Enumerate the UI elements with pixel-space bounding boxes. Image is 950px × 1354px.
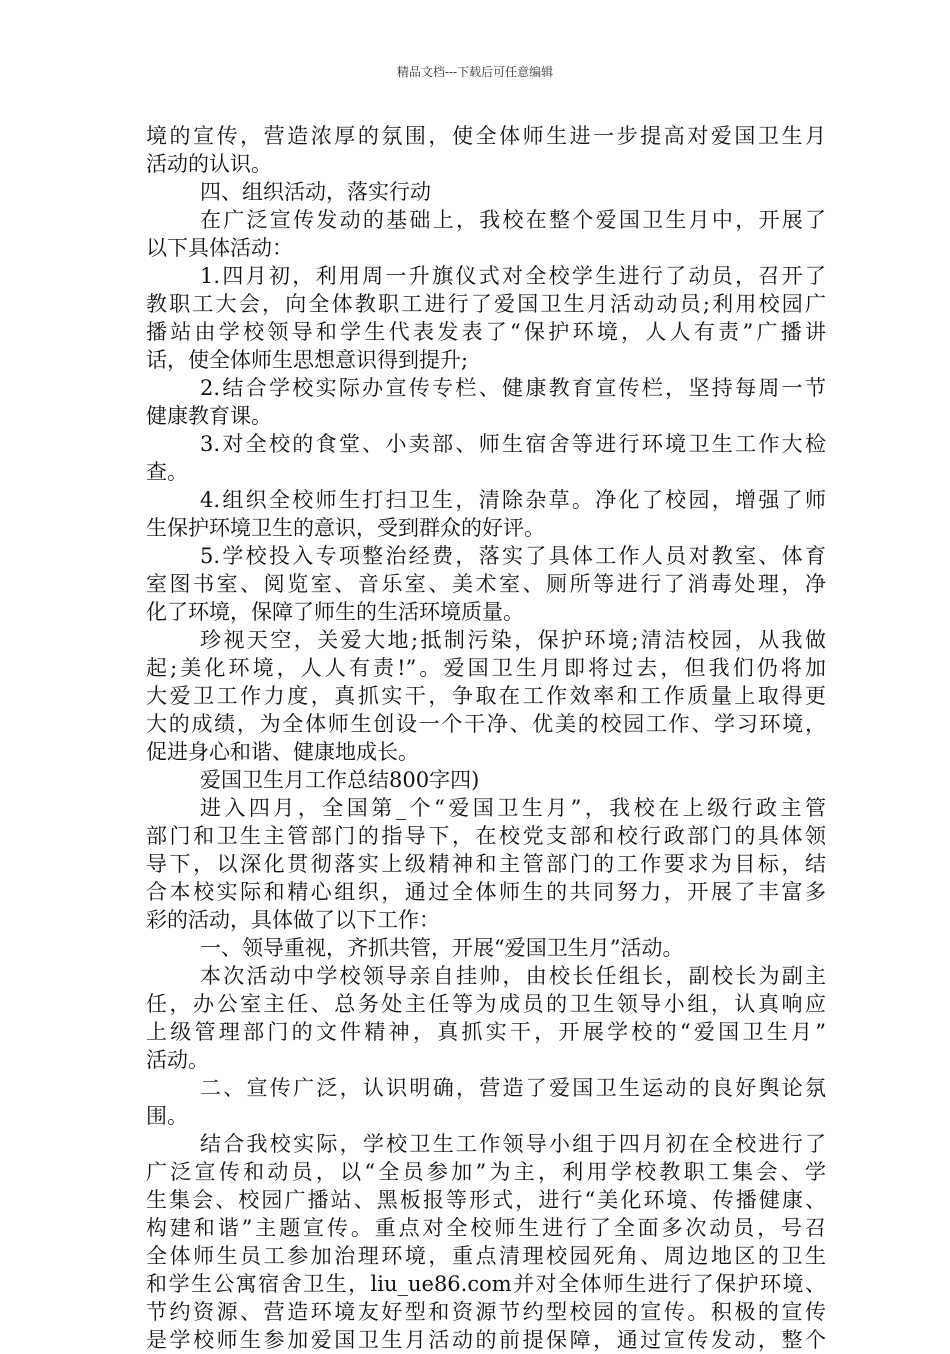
- text-line: 在广泛宣传发动的基础上，我校在整个爱国卫生月中，开展了: [200, 208, 826, 232]
- document-body: [146, 122, 826, 1354]
- text-line: 大爱卫工作力度，真抓实干，争取在工作效率和工作质量上取得更: [146, 684, 826, 708]
- text-line: 围。: [146, 1104, 188, 1128]
- text-line: 和学生公寓宿舍卫生，liu_ue86.com并对全体师生进行了保护环境、: [146, 1272, 826, 1296]
- text-line: 导下，以深化贯彻落实上级精神和主管部门的工作要求为目标，结: [146, 852, 826, 876]
- text-line: 是学校师生参加爱国卫生月活动的前提保障，通过宣传发动，整个: [146, 1328, 826, 1352]
- text-line: 2.结合学校实际办宣传专栏、健康教育宣传栏，坚持每周一节: [200, 376, 826, 400]
- text-line: 生保护环境卫生的意识，受到群众的好评。: [146, 516, 545, 540]
- text-line: 广泛宣传和动员，以“全员参加”为主，利用学校教职工集会、学: [146, 1160, 826, 1184]
- text-line: 5.学校投入专项整治经费，落实了具体工作人员对教室、体育: [200, 544, 826, 568]
- page-header: 精品文档---下载后可任意编辑: [396, 65, 554, 79]
- text-line: 1.四月初，利用周一升旗仪式对全校学生进行了动员，召开了: [200, 264, 826, 288]
- text-line: 部门和卫生主管部门的指导下，在校党支部和校行政部门的具体领: [146, 824, 826, 848]
- text-line: 3.对全校的食堂、小卖部、师生宿舍等进行环境卫生工作大检: [200, 432, 826, 456]
- text-line: 彩的活动，具体做了以下工作：: [146, 908, 440, 932]
- text-line: 促进身心和谐、健康地成长。: [146, 740, 419, 764]
- text-line: 任，办公室主任、总务处主任等为成员的卫生领导小组，认真响应: [146, 992, 826, 1016]
- text-line: 构建和谐”主题宣传。重点对全校师生进行了全面多次动员，号召: [146, 1216, 826, 1240]
- text-line: 生集会、校园广播站、黑板报等形式，进行“美化环境、传播健康、: [146, 1188, 826, 1212]
- text-line: 爱国卫生月工作总结800字四): [200, 768, 480, 792]
- text-line: 合本校实际和精心组织，通过全体师生的共同努力，开展了丰富多: [146, 880, 826, 904]
- text-line: 起;美化环境，人人有责!”。爱国卫生月即将过去，但我们仍将加: [146, 656, 826, 680]
- text-line: 全体师生员工参加治理环境，重点清理校园死角、周边地区的卫生: [146, 1244, 826, 1268]
- text-line: 珍视天空，关爱大地;抵制污染，保护环境;清洁校园，从我做: [200, 628, 826, 652]
- text-line: 结合我校实际，学校卫生工作领导小组于四月初在全校进行了: [200, 1132, 826, 1156]
- text-line: 四、组织活动，落实行动: [200, 180, 431, 204]
- text-line: 节约资源、营造环境友好型和资源节约型校园的宣传。积极的宣传: [146, 1300, 826, 1324]
- text-line: 以下具体活动：: [146, 236, 293, 260]
- text-line: 4.组织全校师生打扫卫生，清除杂草。净化了校园，增强了师: [200, 488, 826, 512]
- text-line: 一、领导重视，齐抓共管，开展“爱国卫生月”活动。: [200, 936, 684, 960]
- text-line: 健康教育课。: [146, 404, 272, 428]
- text-line: 活动。: [146, 1048, 209, 1072]
- text-line: 上级管理部门的文件精神，真抓实干，开展学校的“爱国卫生月”: [146, 1020, 826, 1044]
- text-line: 室图书室、阅览室、音乐室、美术室、厕所等进行了消毒处理，净: [146, 572, 826, 596]
- text-line: 二、宣传广泛，认识明确，营造了爱国卫生运动的良好舆论氛: [200, 1076, 826, 1100]
- text-line: 化了环境，保障了师生的生活环境质量。: [146, 600, 524, 624]
- text-line: 进入四月，全国第_个“爱国卫生月”，我校在上级行政主管: [200, 796, 826, 820]
- text-line: 教职工大会，向全体教职工进行了爱国卫生月活动动员;利用校园广: [146, 292, 826, 316]
- text-line: 话，使全体师生思想意识得到提升;: [146, 348, 469, 372]
- text-line: 活动的认识。: [146, 152, 272, 176]
- text-line: 境的宣传，营造浓厚的氛围，使全体师生进一步提高对爱国卫生月: [146, 124, 826, 148]
- text-line: 本次活动中学校领导亲自挂帅，由校长任组长，副校长为副主: [200, 964, 826, 988]
- text-line: 查。: [146, 460, 188, 484]
- text-line: 大的成绩，为全体师生创设一个干净、优美的校园工作、学习环境，: [146, 712, 826, 736]
- text-line: 播站由学校领导和学生代表发表了“保护环境，人人有责”广播讲: [146, 320, 826, 344]
